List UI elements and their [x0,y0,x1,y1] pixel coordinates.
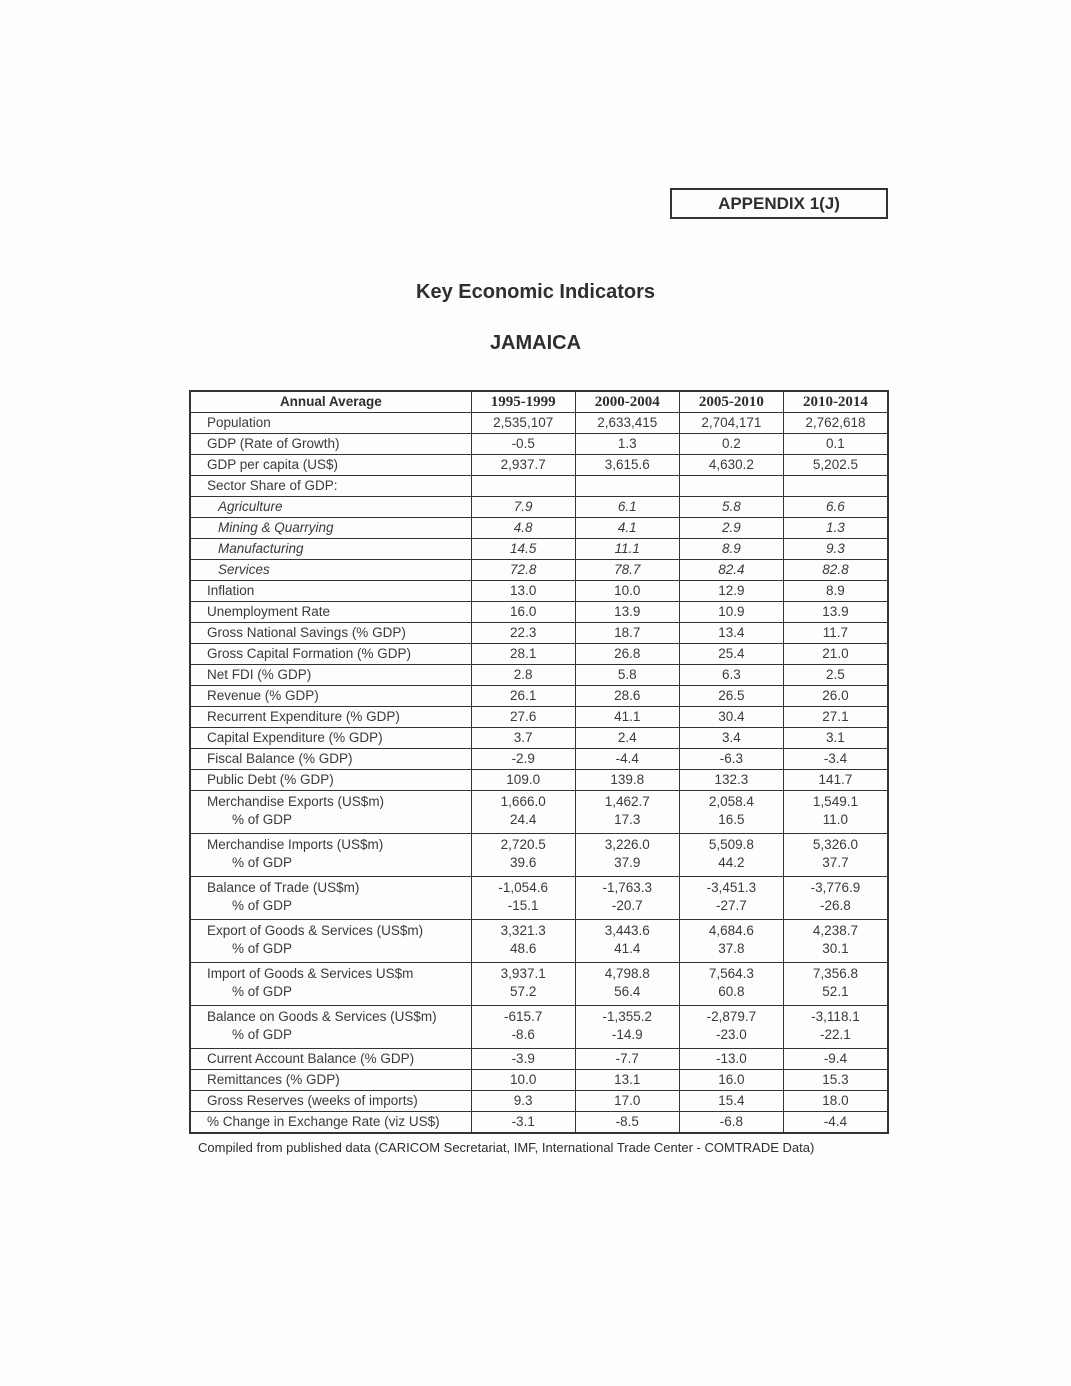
table-cell [679,476,783,497]
cell-value: 5,509.8 [708,837,754,852]
table-cell [471,834,575,877]
table-row [190,707,888,728]
cell-percent-value: 11.0 [822,812,849,827]
table-cell: 21.0 [783,644,888,665]
cell-percent-value: 44.2 [718,855,745,870]
cell-value: 4,798.8 [604,966,650,981]
table-cell: 2,535,107 [471,413,575,434]
table-cell: -3.1 [471,1112,575,1134]
table-cell: 18.7 [575,623,679,644]
cell-percent-value: -15.1 [507,898,539,913]
table-cell: 8.9 [783,581,888,602]
table-cell: -2.9 [471,749,575,770]
table-cell: 13.9 [783,602,888,623]
table-cell [575,476,679,497]
row-sublabel-text: % of GDP [232,855,293,870]
table-cell: 2.9 [679,518,783,539]
table-cell: 4.8 [471,518,575,539]
table-cell: 4.1 [575,518,679,539]
cell-percent-value: 39.6 [510,855,537,870]
row-label: Agriculture [190,497,471,518]
row-label: Gross National Savings (% GDP) [190,623,471,644]
table-cell [471,877,575,920]
table-cell [679,877,783,920]
table-cell: 2,937.7 [471,455,575,476]
row-label: Unemployment Rate [190,602,471,623]
column-header: 1995-1999 [471,391,575,413]
table-row [190,1091,888,1112]
table-cell: 2,704,171 [679,413,783,434]
cell-percent-value: 57.2 [510,984,537,999]
table-cell: 2.5 [783,665,888,686]
table-row [190,539,888,560]
table-cell: 78.7 [575,560,679,581]
cell-percent-value: 37.8 [718,941,745,956]
table-cell: 3.1 [783,728,888,749]
row-label-text: Merchandise Imports (US$m) [207,837,384,852]
table-cell: -8.5 [575,1112,679,1134]
table-row [190,1070,888,1091]
cell-value: -615.7 [504,1009,543,1024]
cell-value: 1,666.0 [500,794,546,809]
table-cell: 0.1 [783,434,888,455]
table-row [190,834,888,877]
row-label-text: Balance on Goods & Services (US$m) [207,1009,437,1024]
table-cell: 27.1 [783,707,888,728]
table-cell [783,920,888,963]
cell-value: -3,118.1 [811,1009,860,1024]
cell-value: 3,321.3 [500,923,546,938]
row-label [190,791,471,834]
cell-value: 7,564.3 [708,966,754,981]
table-row [190,581,888,602]
table-cell: 2,762,618 [783,413,888,434]
cell-percent-value: 30.1 [822,941,849,956]
table-cell [679,1006,783,1049]
table-cell: 9.3 [471,1091,575,1112]
table-cell: -3.9 [471,1049,575,1070]
table-cell: 13.0 [471,581,575,602]
table-cell: 26.1 [471,686,575,707]
table-cell [471,476,575,497]
row-label: GDP (Rate of Growth) [190,434,471,455]
table-cell: 2,633,415 [575,413,679,434]
cell-percent-value: 56.4 [614,984,641,999]
table-row [190,686,888,707]
table-row [190,665,888,686]
table-cell: 2.4 [575,728,679,749]
table-cell [471,791,575,834]
table-cell: -4.4 [575,749,679,770]
source-caption: Compiled from published data (CARICOM Secretariat, IMF, International Trade Center - COMTRADE Data) [198,1140,815,1155]
table-cell: 13.4 [679,623,783,644]
cell-value: 3,443.6 [604,923,650,938]
table-cell [679,791,783,834]
table-cell: 26.5 [679,686,783,707]
indicators-table [189,390,889,1134]
cell-percent-value: -20.7 [611,898,643,913]
column-header: 2010-2014 [783,391,888,413]
row-label: Fiscal Balance (% GDP) [190,749,471,770]
table-cell: 9.3 [783,539,888,560]
table-row [190,434,888,455]
cell-value: -1,355.2 [602,1009,653,1024]
table-row [190,644,888,665]
table-cell [575,834,679,877]
table-cell: 5.8 [679,497,783,518]
cell-percent-value: 48.6 [510,941,537,956]
cell-value: 5,326.0 [812,837,858,852]
table-cell: -7.7 [575,1049,679,1070]
table-cell: 27.6 [471,707,575,728]
table-cell: 3,615.6 [575,455,679,476]
table-row [190,963,888,1006]
table-cell: 14.5 [471,539,575,560]
table-cell: -3.4 [783,749,888,770]
table-cell: 132.3 [679,770,783,791]
column-header: 2000-2004 [575,391,679,413]
row-label [190,920,471,963]
table-cell: 41.1 [575,707,679,728]
cell-value: 4,238.7 [812,923,858,938]
cell-percent-value: 24.4 [510,812,537,827]
table-cell: -4.4 [783,1112,888,1134]
table-cell: 8.9 [679,539,783,560]
table-cell: 26.8 [575,644,679,665]
row-label: Capital Expenditure (% GDP) [190,728,471,749]
table-cell: 5,202.5 [783,455,888,476]
row-label [190,963,471,1006]
table-cell: 5.8 [575,665,679,686]
table-cell: 15.3 [783,1070,888,1091]
cell-percent-value: -8.6 [511,1027,535,1042]
table-cell: 25.4 [679,644,783,665]
row-label [190,834,471,877]
table-cell: 18.0 [783,1091,888,1112]
table-cell: 1.3 [783,518,888,539]
cell-percent-value: -23.0 [715,1027,747,1042]
table-row [190,1112,888,1134]
cell-value: -3,451.3 [706,880,757,895]
table-row [190,560,888,581]
table-row [190,518,888,539]
row-label: Mining & Quarrying [190,518,471,539]
row-label: Gross Capital Formation (% GDP) [190,644,471,665]
row-label: Manufacturing [190,539,471,560]
table-cell [783,963,888,1006]
table-cell: 2.8 [471,665,575,686]
table-cell: -13.0 [679,1049,783,1070]
cell-percent-value: 37.7 [822,855,849,870]
table-cell: -6.3 [679,749,783,770]
table-cell: 28.6 [575,686,679,707]
cell-value: 2,720.5 [500,837,546,852]
cell-percent-value: -22.1 [820,1027,851,1042]
table-cell [679,963,783,1006]
table-row [190,877,888,920]
cell-value: 4,684.6 [708,923,754,938]
row-label: % Change in Exchange Rate (viz US$) [190,1112,471,1134]
table-cell: 7.9 [471,497,575,518]
row-sublabel-text: % of GDP [232,812,293,827]
table-cell: 11.7 [783,623,888,644]
table-cell: 10.0 [575,581,679,602]
table-row [190,1049,888,1070]
table-cell: 26.0 [783,686,888,707]
row-sublabel-text: % of GDP [232,1027,293,1042]
cell-value: 1,462.7 [604,794,650,809]
table-header-row [190,391,888,413]
table-cell [471,1006,575,1049]
row-label: Sector Share of GDP: [190,476,471,497]
table-cell [783,877,888,920]
row-label [190,877,471,920]
cell-percent-value: 52.1 [822,984,849,999]
table-cell: 12.9 [679,581,783,602]
table-cell [783,834,888,877]
row-label-text: Export of Goods & Services (US$m) [207,923,424,938]
table-row [190,476,888,497]
table-cell: 6.3 [679,665,783,686]
table-cell: 141.7 [783,770,888,791]
page-title: Key Economic Indicators [416,281,655,303]
table-cell: 16.0 [471,602,575,623]
column-header: Annual Average [190,391,471,413]
cell-percent-value: 60.8 [718,984,745,999]
table-cell [575,1006,679,1049]
table-cell: 109.0 [471,770,575,791]
table-cell: 82.4 [679,560,783,581]
row-label: GDP per capita (US$) [190,455,471,476]
row-label-text: Merchandise Exports (US$m) [207,794,385,809]
table-row [190,455,888,476]
table-cell: 10.0 [471,1070,575,1091]
cell-value: -1,054.6 [498,880,548,895]
row-sublabel-text: % of GDP [232,941,293,956]
table-cell [679,920,783,963]
table-cell: -6.8 [679,1112,783,1134]
row-label: Public Debt (% GDP) [190,770,471,791]
table-row [190,728,888,749]
table-cell [783,476,888,497]
table-cell: 10.9 [679,602,783,623]
table-row [190,770,888,791]
table-row [190,602,888,623]
table-row [190,497,888,518]
cell-value: -1,763.3 [602,880,653,895]
row-label: Net FDI (% GDP) [190,665,471,686]
table-cell: 13.9 [575,602,679,623]
table-cell [575,877,679,920]
table-cell [575,963,679,1006]
cell-value: 1,549.1 [812,794,858,809]
table-row [190,413,888,434]
table-row [190,1006,888,1049]
row-label: Current Account Balance (% GDP) [190,1049,471,1070]
row-label-text: Import of Goods & Services US$m [207,966,414,981]
table-cell [471,920,575,963]
cell-value: -2,879.7 [706,1009,757,1024]
table-body [190,413,888,1134]
table-cell [575,791,679,834]
table-cell: 3.4 [679,728,783,749]
table-cell: 30.4 [679,707,783,728]
table-cell: 6.1 [575,497,679,518]
table-cell [575,920,679,963]
row-label-text: Balance of Trade (US$m) [207,880,360,895]
table-cell: 28.1 [471,644,575,665]
table-cell: 11.1 [575,539,679,560]
cell-value: 3,226.0 [604,837,650,852]
cell-percent-value: -14.9 [611,1027,643,1042]
cell-percent-value: -27.7 [715,898,747,913]
cell-value: 7,356.8 [812,966,858,981]
table-cell [679,834,783,877]
table-row [190,791,888,834]
row-label: Services [190,560,471,581]
table-cell: 82.8 [783,560,888,581]
cell-percent-value: -26.8 [820,898,851,913]
cell-value: 2,058.4 [708,794,754,809]
table-cell: 17.0 [575,1091,679,1112]
table-cell: 1.3 [575,434,679,455]
row-label: Gross Reserves (weeks of imports) [190,1091,471,1112]
table-row [190,749,888,770]
table-cell: 72.8 [471,560,575,581]
row-label: Population [190,413,471,434]
table-cell: -0.5 [471,434,575,455]
cell-value: -3,776.9 [810,880,861,895]
cell-percent-value: 37.9 [614,855,641,870]
cell-percent-value: 41.4 [614,941,641,956]
table-cell: 139.8 [575,770,679,791]
table-cell: 22.3 [471,623,575,644]
cell-percent-value: 17.3 [614,812,641,827]
table-cell: 6.6 [783,497,888,518]
table-cell: 0.2 [679,434,783,455]
row-label [190,1006,471,1049]
table-cell [471,963,575,1006]
table-cell [783,791,888,834]
row-label: Remittances (% GDP) [190,1070,471,1091]
row-sublabel-text: % of GDP [232,984,293,999]
table-row [190,623,888,644]
column-header: 2005-2010 [679,391,783,413]
row-label: Revenue (% GDP) [190,686,471,707]
row-label: Recurrent Expenditure (% GDP) [190,707,471,728]
table-cell: 15.4 [679,1091,783,1112]
country-title: JAMAICA [489,332,582,354]
appendix-label: APPENDIX 1(J) [670,188,888,219]
cell-value: 3,937.1 [500,966,546,981]
table-row [190,920,888,963]
table-cell: 13.1 [575,1070,679,1091]
table-cell: -9.4 [783,1049,888,1070]
table-cell: 16.0 [679,1070,783,1091]
table-cell: 3.7 [471,728,575,749]
row-label: Inflation [190,581,471,602]
table-cell [783,1006,888,1049]
row-sublabel-text: % of GDP [232,898,293,913]
table-cell: 4,630.2 [679,455,783,476]
cell-percent-value: 16.5 [718,812,745,827]
